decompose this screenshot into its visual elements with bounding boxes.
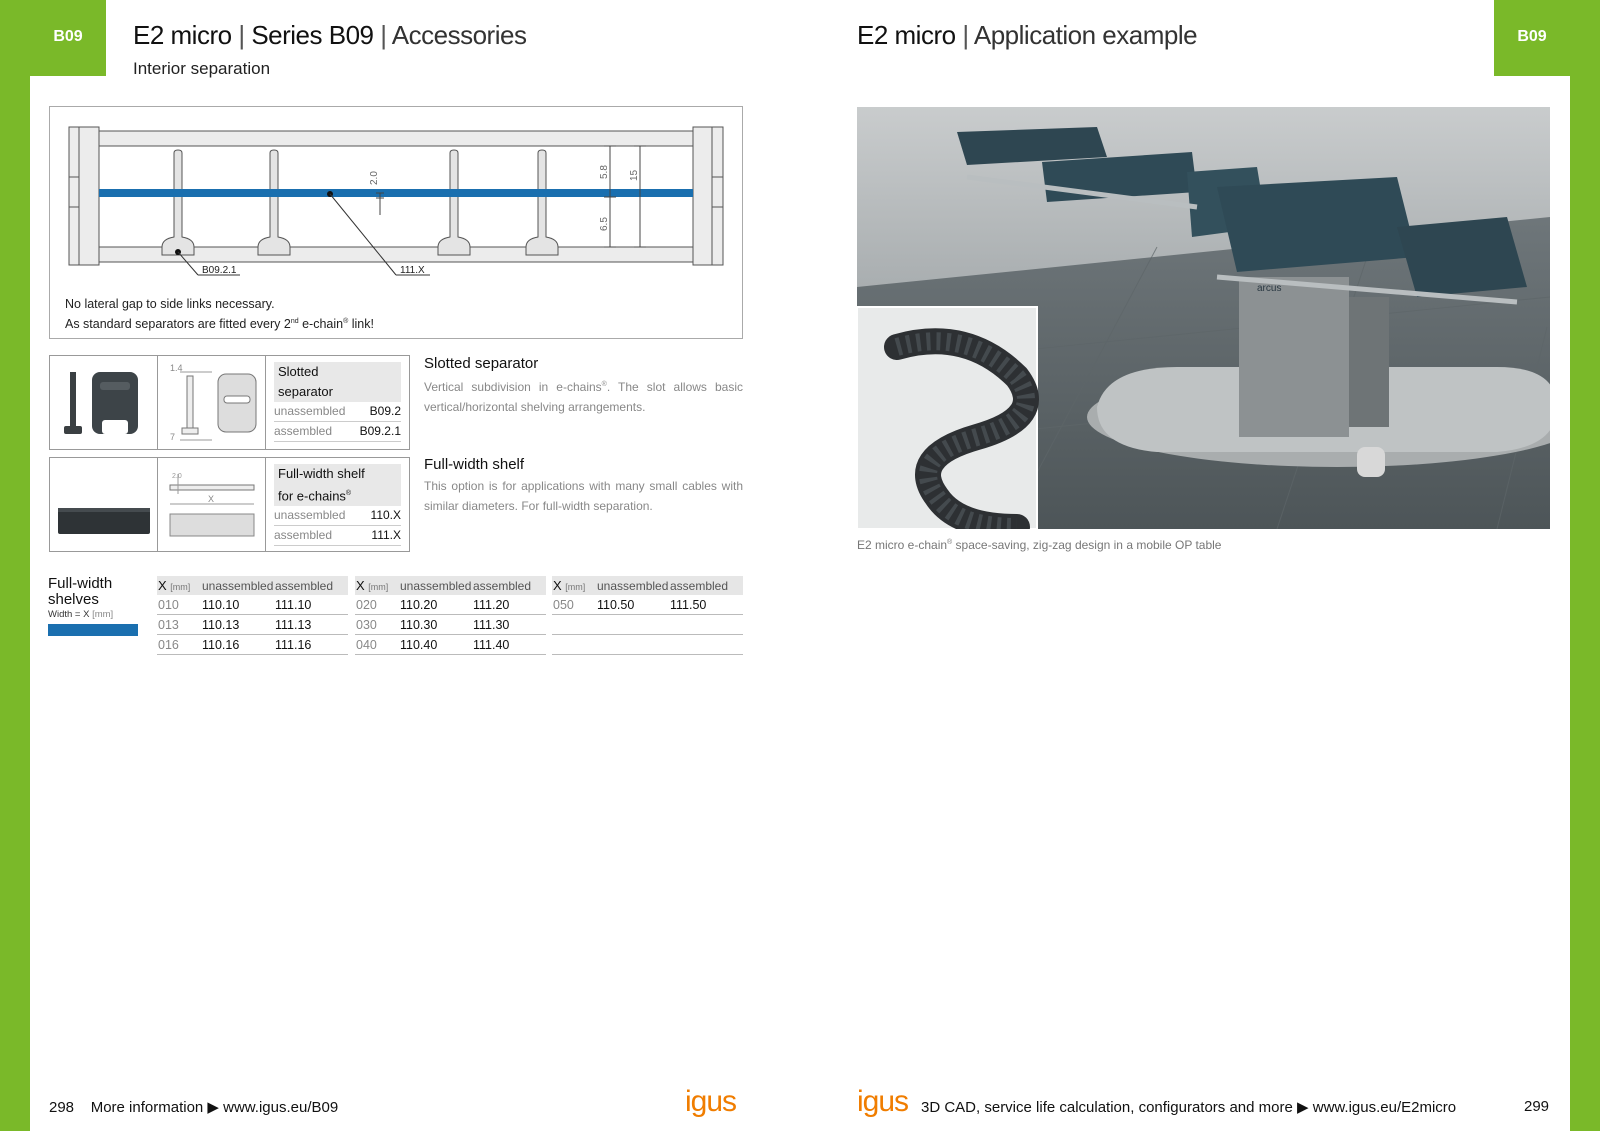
separator-3 [438,150,470,255]
description-text: This option is for applications with many small cables with similar diameters. For full-width separation. [424,479,743,513]
header-unassembled: unassembled [597,578,669,593]
dimension-label: 1.4 [170,363,183,373]
title-series: Series B09 [251,20,374,50]
description-text [424,375,743,417]
title-separator: | [962,20,969,50]
cell-assembled: 111.10 [275,597,312,612]
row-value: B09.2.1 [359,424,401,438]
desc-part: . The slot allows basic vertical/horizontal shelving arrangements. [424,380,743,414]
product-name [274,362,401,402]
title-separator: | [238,20,245,50]
left-green-margin [0,0,30,1131]
product-photo [50,356,158,449]
table-row [157,635,348,655]
cell-assembled: 111.20 [473,597,510,612]
diagram-note-1: No lateral gap to side links necessary. [65,297,275,311]
product-slotted-separator [49,355,410,450]
right-footer [921,1098,1456,1116]
header-x [157,578,202,593]
dimension-label: 2.0 [369,171,380,185]
header-unassembled: unassembled [202,578,274,593]
op-table-illustration [857,107,1550,529]
header-x-label: X [158,578,167,593]
part-number-row [274,402,401,422]
row-key: assembled [274,528,333,543]
full-width-shelf [99,189,693,197]
cell-unassembled: 110.20 [400,597,438,612]
dimension-label: 6.5 [599,217,610,231]
cell-width: 016 [158,637,179,652]
table-label-line: shelves [48,591,99,608]
cell-width: 010 [158,597,179,612]
cell-unassembled: 110.30 [400,617,438,632]
cell-unassembled: 110.13 [202,617,240,632]
dimension-label: X [208,494,215,504]
title-section: Accessories [391,20,527,50]
cell-unassembled: 110.40 [400,637,438,652]
header-unassembled: unassembled [400,578,472,593]
label-sub-unit: [mm] [92,609,114,620]
footer-text: 3D CAD, service life calculation, configurators and more [921,1099,1293,1116]
product-name [274,464,401,506]
title-section: Application example [973,20,1198,50]
chapter-tab-left[interactable] [30,0,106,76]
registered-mark: ® [947,539,953,546]
row-key: unassembled [274,404,346,418]
cell-width: 030 [356,617,377,632]
cell-width: 050 [553,597,574,612]
row-key: unassembled [274,508,346,523]
row-value: 110.X [370,508,401,523]
table-brand-text: arcus [1257,283,1282,294]
part-label-shelf: 111.X [400,265,425,276]
header-assembled: assembled [473,578,532,593]
row-value: 111.X [371,528,401,543]
header-x-label: X [553,578,562,593]
table-row [355,615,546,635]
table-row [552,595,743,615]
cell-assembled: 111.30 [473,617,510,632]
arrow-right-icon: ▶ [1297,1099,1309,1116]
table-row [157,615,348,635]
table-header [157,576,348,595]
chapter-tab-label: B09 [1517,28,1547,45]
header-unit: [mm] [565,582,586,592]
footer-link[interactable]: www.igus.eu/B09 [223,1099,339,1116]
part-number-row [274,526,401,546]
header-assembled: assembled [275,578,334,593]
title-product: E2 micro [857,20,956,50]
product-photo [50,458,158,551]
registered-mark: ® [601,381,607,388]
footer-link[interactable]: www.igus.eu/E2micro [1312,1099,1457,1116]
name-part: for e-chains [278,488,346,504]
table-label-line: Full-width [48,575,113,592]
table-row [157,595,348,615]
table-row [355,635,546,655]
part-number-row [274,506,401,526]
right-green-margin [1570,0,1600,1131]
registered-mark: ® [345,490,352,497]
table-header [355,576,546,595]
product-name-line: separator [278,384,333,399]
desc-part: Vertical subdivision in e-chains [424,380,602,394]
caption-part: E2 micro e-chain [857,538,948,552]
product-info [266,458,409,551]
part-number-row [274,422,401,442]
table-row [552,635,743,655]
separator-1 [162,150,194,255]
note-text: As standard separators are fitted every 2 [65,317,291,331]
registered-mark: ® [343,317,349,325]
product-drawing [158,356,266,449]
table-header [552,576,743,595]
separator-4 [526,150,558,255]
product-name-line [278,484,397,506]
cell-assembled: 111.40 [473,637,510,652]
product-name-line: Slotted [278,364,319,379]
right-page-title [857,20,1197,51]
note-sup: nd [290,317,299,325]
dimension-label: 2.0 [172,473,182,480]
title-product: E2 micro [133,20,232,50]
chapter-tab-right[interactable] [1494,0,1570,76]
note-text: link! [348,317,374,331]
cell-unassembled: 110.50 [597,597,635,612]
dimension-label: 15 [629,169,640,181]
product-name-line: Full-width shelf [278,466,365,481]
header-x [355,578,400,593]
shelves-table-label [48,576,140,636]
cell-width: 013 [158,617,179,632]
cell-width: 040 [356,637,377,652]
cell-unassembled: 110.10 [202,597,240,612]
op-table-photo [857,107,1550,529]
separator-2 [258,150,290,255]
row-value: B09.2 [369,404,401,418]
footer-text: More information [90,1099,204,1116]
table-label-sub [48,609,140,620]
header-unit: [mm] [368,582,389,592]
page-number: 298 [49,1099,75,1116]
header-x [552,578,597,593]
dimension-label: 7 [170,432,176,442]
part-label-separator: B09.2.1 [202,265,237,276]
cell-assembled: 111.16 [275,637,312,652]
full-width-shelf-description [424,456,743,516]
header-assembled: assembled [670,578,729,593]
cell-width: 020 [356,597,377,612]
caption-part: space-saving, zig-zag design in a mobile OP table [952,538,1222,552]
left-page-subtitle: Interior separation [133,59,271,78]
shelf-color-swatch [48,624,138,636]
product-full-width-shelf [49,457,410,552]
igus-logo: igus [685,1085,737,1118]
right-page-number: 299 [1524,1098,1550,1115]
header-x-label: X [356,578,365,593]
label-sub-text: Width = X [48,609,90,620]
product-drawing [158,458,266,551]
cell-assembled: 111.13 [275,617,312,632]
description-title: Slotted separator [424,355,539,372]
product-info [266,356,409,449]
note-text: e-chain [298,317,344,331]
chapter-tab-label: B09 [53,28,83,45]
dimension-label: 5.8 [599,165,610,179]
shelves-table-group-1 [157,576,348,655]
cell-unassembled: 110.16 [202,637,240,652]
shelves-table-group-3 [552,576,743,655]
header-unit: [mm] [170,582,191,592]
description-title: Full-width shelf [424,456,525,473]
row-key: assembled [274,424,333,438]
photo-caption [857,538,1221,552]
left-footer [49,1098,338,1116]
title-separator: | [380,20,387,50]
igus-logo: igus [857,1085,909,1118]
left-page-title [133,20,526,51]
cell-assembled: 111.50 [670,597,707,612]
slotted-separator-description [424,355,743,417]
arrow-right-icon: ▶ [207,1099,219,1116]
shelves-table-group-2 [355,576,546,655]
table-row [552,615,743,635]
interior-separation-diagram [49,106,743,339]
diagram-note-2 [65,317,374,331]
table-row [355,595,546,615]
